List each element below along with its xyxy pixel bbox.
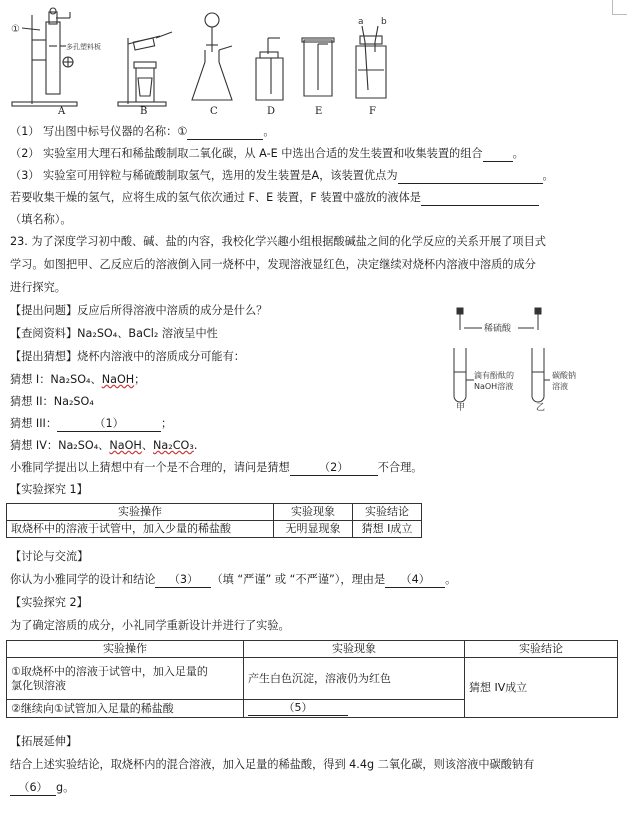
apparatus-label-c: C: [210, 106, 218, 117]
jia-label: 甲: [456, 403, 466, 413]
answer-blank-2: （2）: [290, 460, 378, 476]
q23-intro-1: 23. 为了深度学习初中酸、碱、盐的内容，我校化学兴趣小组根据酸碱盐之间的化学反应的关系开展了项目式: [10, 235, 546, 248]
q23-ask: 【提出问题】反应后所得溶液中溶质的成分是什么？: [10, 304, 268, 317]
label-a: a: [358, 17, 364, 27]
porous-plate-label: 多孔塑料板: [66, 43, 101, 51]
unreasonable-guess: 小雅同学提出以上猜想中有一个是不合理的，请问是猜想 （2） 不合理。: [10, 461, 423, 474]
answer-blank-1: （1）: [57, 416, 161, 432]
lab-apparatus-figure: [0, 0, 627, 125]
right-tube-label-2: 溶液: [552, 382, 568, 391]
apparatus-label-b: B: [140, 106, 148, 117]
table-row: [7, 658, 618, 700]
answer-blank-3: （3）: [155, 572, 211, 588]
table-header: 实验结论: [465, 641, 618, 658]
table-header-row: [7, 641, 618, 658]
guess-4: 猜想 IV：Na₂SO₄、NaOH、Na₂CO₃.: [10, 439, 198, 452]
table-header: 实验结论: [353, 504, 422, 521]
answer-blank: [421, 190, 539, 206]
label-b: b: [381, 17, 387, 27]
table-cell: ①取烧杯中的溶液于试管中，加入足量的 氯化钡溶液: [7, 658, 244, 700]
answer-blank-6: （6）: [10, 780, 56, 796]
table-header: 实验操作: [7, 641, 244, 658]
table-cell: 产生白色沉淀，溶液仍为红色: [244, 658, 465, 700]
answer-blank-5: （5）: [248, 701, 348, 716]
question-1: （1） 写出图中标号仪器的名称：① 。: [10, 125, 275, 138]
experiment-1-table: [6, 503, 422, 538]
q23-guess-head: 【提出猜想】烧杯内溶液中的溶质成分可能有：: [10, 350, 245, 363]
test-tube-figure: [452, 306, 612, 416]
q23-info: 【查阅资料】Na₂SO₄、BaCl₂ 溶液呈中性: [10, 327, 218, 340]
acid-label: 稀硫酸: [484, 324, 512, 334]
apparatus-label-d: D: [267, 106, 276, 117]
experiment-2-table: [6, 640, 618, 718]
question-3: （3） 实验室可用锌粒与稀硫酸制取氢气，选用的发生装置是A，该装置优点为 。: [10, 169, 554, 182]
q23-intro-3: 进行探究。: [10, 281, 66, 294]
table-header: 实验现象: [274, 504, 353, 521]
answer-blank: [483, 146, 513, 162]
exp1-head: 【实验探究 1】: [10, 483, 88, 496]
ext-answer: （6） g。: [10, 780, 74, 796]
discuss-question: 你认为小雅同学的设计和结论 （3） （填 “严谨” 或 “不严谨”），理由是 （4） 。: [10, 573, 457, 586]
table-cell: [244, 700, 465, 718]
circled-one-mark: ①: [11, 24, 20, 35]
guess-2: 猜想 II：Na₂SO₄: [10, 395, 94, 408]
apparatus-e: [302, 38, 334, 96]
table-header: 实验现象: [244, 641, 465, 658]
exp2-intro: 为了确定溶质的成分，小礼同学重新设计并进行了实验。: [10, 619, 290, 632]
table-row: [7, 521, 422, 538]
question-2: （2） 实验室用大理石和稀盐酸制取二氧化碳，从 A-E 中选出合适的发生装置和收集装置的组合 。: [10, 147, 524, 160]
left-tube-label-2: NaOH溶液: [474, 382, 514, 391]
table-cell: 猜想 I成立: [353, 521, 422, 538]
apparatus-c: [192, 13, 232, 100]
left-tube-label-1: 滴有酚酞的: [474, 371, 514, 380]
table-header-row: [7, 504, 422, 521]
apparatus-label-f: F: [369, 106, 376, 117]
q23-intro-2: 学习。如图把甲、乙反应后的溶液倒入同一烧杯中，发现溶液显红色，决定继续对烧杯内溶液中溶质的成分: [10, 258, 536, 271]
table-cell: ②继续向①试管加入足量的稀盐酸: [7, 700, 244, 718]
apparatus-f: [356, 17, 387, 98]
question-3-part-b: 若要收集干燥的氢气，应将生成的氢气依次通过 F、E 装置，F 装置中盛放的液体是: [10, 190, 539, 206]
apparatus-b: [118, 32, 172, 106]
guess-3: 猜想 III： （1） ；: [10, 417, 173, 430]
table-cell: 取烧杯中的溶液于试管中，加入少量的稀盐酸: [7, 521, 274, 538]
discuss-head: 【讨论与交流】: [10, 550, 89, 563]
apparatus-d: [256, 38, 283, 100]
apparatus-label-e: E: [315, 106, 323, 117]
right-tube-label-1: 碳酸钠: [552, 371, 576, 380]
table-cell: 无明显现象: [274, 521, 353, 538]
table-header: 实验操作: [7, 504, 274, 521]
ext-text: 结合上述实验结论，取烧杯内的混合溶液，加入足量的稀盐酸，得到 4.4g 二氧化碳，则该溶液中碳酸钠有: [10, 758, 535, 771]
answer-blank: [398, 168, 543, 184]
question-3-part-c: （填名称）。: [10, 213, 72, 226]
guess-1: 猜想 I：Na₂SO₄、NaOH；: [10, 373, 146, 386]
apparatus-label-a: A: [58, 106, 66, 117]
apparatus-a: [11, 8, 101, 106]
exp2-head: 【实验探究 2】: [10, 596, 88, 609]
table-cell: 猜想 IV成立: [465, 658, 618, 718]
answer-blank: [187, 124, 263, 140]
ext-head: 【拓展延伸】: [10, 735, 78, 748]
yi-label: 乙: [536, 403, 546, 413]
answer-blank-4: （4）: [385, 572, 445, 588]
